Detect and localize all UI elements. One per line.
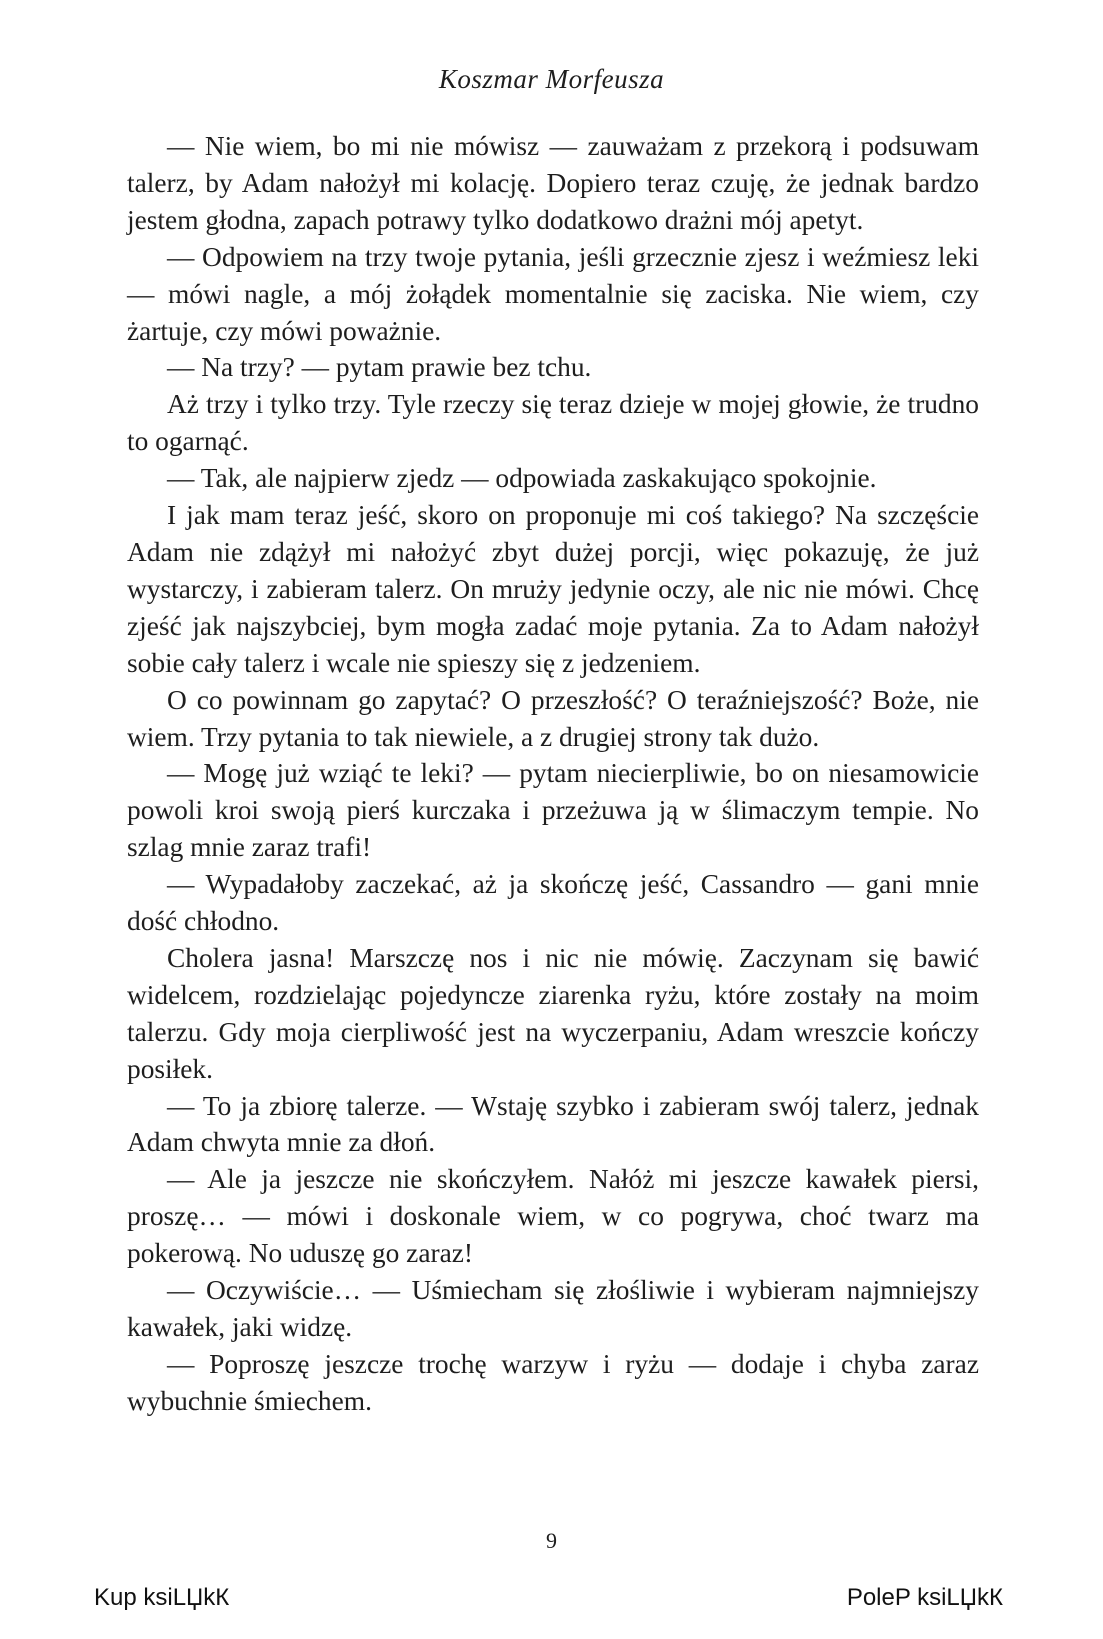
paragraph: — Wypadałoby zaczekać, aż ja skończę jeść, Cassandro — gani mnie dość chłodno. — [127, 869, 979, 937]
paragraph: — Tak, ale najpierw zjedz — odpowiada zaskakująco spokojnie. — [167, 463, 877, 494]
paragraph: — To ja zbiorę talerze. — Wstaję szybko i zabieram swój talerz, jednak Adam chwyta mnie za dłoń. — [127, 1090, 979, 1158]
paragraph: — Ale ja jeszcze nie skończyłem. Nałóż mi jeszcze kawałek piersi, proszę… — mówi i doskonale wiem, w co pogrywa, choć twarz ma pokerową. No uduszę go zaraz! — [127, 1164, 979, 1269]
chapter-body — [127, 128, 979, 1420]
buy-book-link[interactable]: Kup ksiLЏkК — [94, 1584, 230, 1611]
running-header: Koszmar Morfeusza — [438, 64, 665, 94]
paragraph: O co powinnam go zapytać? O przeszłość? O teraźniejszość? Boże, nie wiem. Trzy pytania to tak niewiele, a z drugiej strony tak dużo. — [127, 684, 979, 752]
paragraph: — Odpowiem na trzy twoje pytania, jeśli grzecznie zjesz i weźmiesz leki — mówi nagle, a mój żołądek momentalnie się zaciska. Nie wiem, czy żartuje, czy mówi poważnie. — [127, 241, 979, 346]
page-number: 9 — [546, 1528, 557, 1553]
paragraph: — Mogę już wziąć te leki? — pytam niecierpliwie, bo on niesamowicie powoli kroi swoją pierś kurczaka i przeżuwa ją w ślimaczym tempie. No szlag mnie zaraz trafi! — [127, 758, 979, 863]
paragraph: Cholera jasna! Marszczę nos i nic nie mówię. Zaczynam się bawić widelcem, rozdzielając pojedyncze ziarenka ryżu, które zostały na moim talerzu. Gdy moja cierpliwość jest na wyczerpaniu, Adam wreszcie kończy posiłek. — [127, 942, 979, 1084]
paragraph: — Poproszę jeszcze trochę warzyw i ryżu — dodaje i chyba zaraz wybuchnie śmiechem. — [127, 1348, 979, 1416]
paragraph: I jak mam teraz jeść, skoro on proponuje mi coś takiego? Na szczęście Adam nie zdążył mi nałożyć zbyt dużej porcji, więc pokazuję, że już wystarczy, i zabieram talerz. On mruży jedynie oczy, ale nic nie mówi. Chcę zjeść jak najszybciej, bym mogła zadać moje pytania. Za to Adam nałożył sobie cały talerz i wcale nie spieszy się z jedzeniem. — [127, 500, 979, 678]
paragraph: — Oczywiście… — Uśmiecham się złośliwie i wybieram najmniejszy kawałek, jaki widzę. — [127, 1275, 979, 1342]
paragraph: — Na trzy? — pytam prawie bez tchu. — [167, 352, 592, 383]
paragraph: — Nie wiem, bo mi nie mówisz — zauważam z przekorą i podsuwam talerz, by Adam nałożył mi kolację. Dopiero teraz czuję, że jednak bardzo jestem głodna, zapach potrawy tylko dodatkowo drażni mój apetyt. — [127, 131, 979, 235]
paragraph: Aż trzy i tylko trzy. Tyle rzeczy się teraz dzieje w mojej głowie, że trudno to ogarnąć. — [127, 389, 979, 457]
recommend-book-link[interactable]: PoleP ksiLЏkК — [846, 1584, 1003, 1611]
